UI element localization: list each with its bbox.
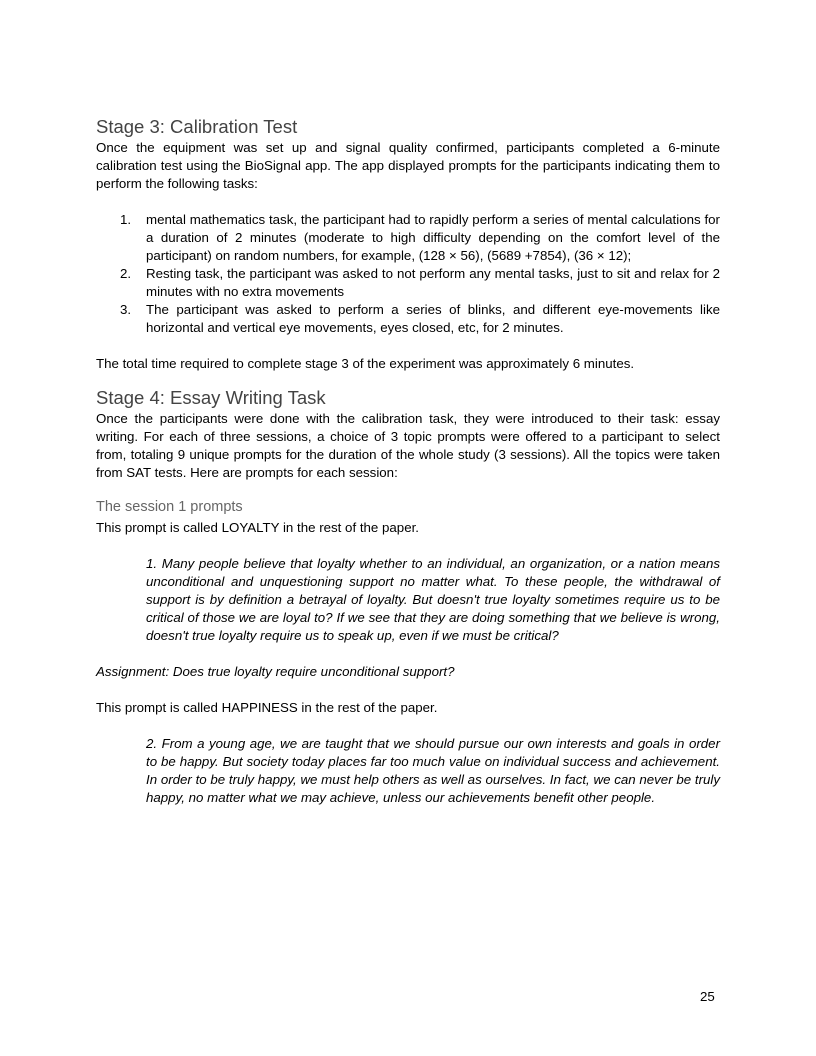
list-item [96, 211, 720, 265]
stage4-intro: Once the participants were done with the calibration task, they were introduced to their task: essay writing. For each of three sessions, a choice of 3 topic prompts were offered to a participant to select from, totaling 9 unique prompts for the duration of the whole study (3 sessions). All the topics were taken from SAT tests. Here are prompts for each session: [96, 411, 720, 480]
prompt2-label: This prompt is called HAPPINESS in the rest of the paper. [96, 700, 438, 715]
list-item-number: 1. [120, 212, 132, 227]
list-item-number: 2. [120, 266, 132, 281]
list-item-text: mental mathematics task, the participant had to rapidly perform a series of mental calculations for a duration of 2 minutes (moderate to high difficulty depending on the comfort level of the participant) on random numbers, for example, (128 × 56), (5689 +7854), (36 × 12); [146, 212, 720, 263]
prompt1-assignment: Assignment: Does true loyalty require unconditional support? [96, 664, 455, 679]
prompt1-quote: 1. Many people believe that loyalty whether to an individual, an organization, or a nation means unconditional and unquestioning support no matter what. To these people, the withdrawal of support is by definition a betrayal of loyalty. But doesn't true loyalty sometimes require us to be critical of those we are loyal to? If we see that they are doing something that we believe is wrong, doesn't true loyalty require us to speak up, even if we must be critical? [146, 556, 720, 643]
stage3-total-time: The total time required to complete stage 3 of the experiment was approximately 6 minutes. [96, 356, 635, 371]
list-item [96, 265, 720, 301]
page-number: 25 [700, 989, 715, 1004]
stage4-heading: Stage 4: Essay Writing Task [96, 387, 326, 408]
page-content [96, 116, 720, 807]
stage3-heading: Stage 3: Calibration Test [96, 116, 298, 137]
stage3-intro: Once the equipment was set up and signal quality confirmed, participants completed a 6-minute calibration test using the BioSignal app. The app displayed prompts for the participants indicating them to perform the following tasks: [96, 140, 720, 191]
list-item [96, 301, 720, 337]
list-item-text: The participant was asked to perform a series of blinks, and different eye-movements like horizontal and vertical eye movements, eyes closed, etc, for 2 minutes. [146, 302, 720, 335]
prompt1-label: This prompt is called LOYALTY in the rest of the paper. [96, 520, 419, 535]
list-item-number: 3. [120, 302, 132, 317]
calibration-task-list [96, 211, 720, 337]
session1-heading: The session 1 prompts [96, 499, 243, 515]
list-item-text: Resting task, the participant was asked to not perform any mental tasks, just to sit and relax for 2 minutes with no extra movements [146, 266, 720, 299]
prompt2-quote: 2. From a young age, we are taught that we should pursue our own interests and goals in order to be happy. But society today places far too much value on individual success and achievement. In order to be truly happy, we must help others as well as ourselves. In fact, we can never be truly happy, no matter what we may achieve, unless our achievements benefit other people. [146, 736, 720, 805]
